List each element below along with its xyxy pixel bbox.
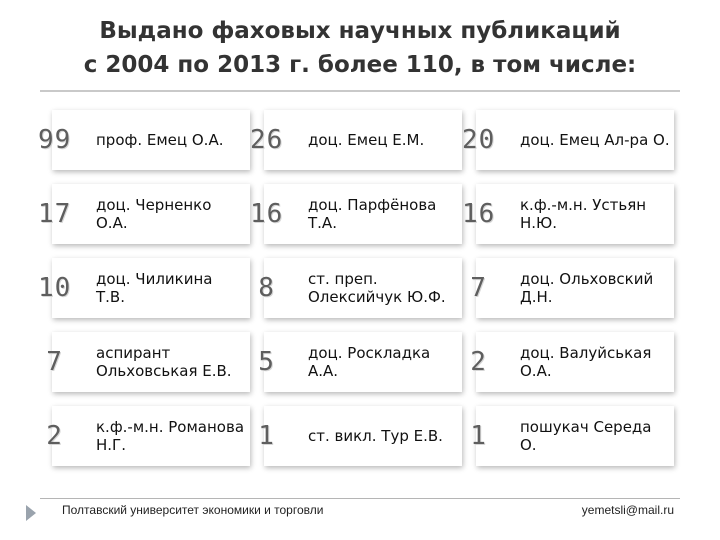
author-name: аспирант Ольховськая Е.В. <box>96 344 232 380</box>
title-line-1: Выдано фаховых научных публикаций <box>99 18 621 44</box>
author-name: ст. преп. Олексийчук Ю.Ф. <box>308 270 446 306</box>
slide-bullet-arrow-icon <box>26 505 36 521</box>
publication-count: 1 <box>258 421 275 451</box>
publication-cell <box>258 332 462 392</box>
publication-cell <box>37 258 250 318</box>
author-name: доц. Роскладка А.А. <box>308 344 431 380</box>
publication-count: 17 <box>37 199 72 229</box>
publication-cell <box>46 406 250 466</box>
publication-count: 5 <box>258 347 275 377</box>
author-name: доц. Парфёнова Т.А. <box>308 196 437 232</box>
publication-cell <box>470 406 674 466</box>
publication-cell <box>470 332 674 392</box>
publication-count: 2 <box>470 347 487 377</box>
publication-count: 20 <box>461 125 496 155</box>
publication-count: 16 <box>249 199 284 229</box>
author-name: доц. Ольховский Д.Н. <box>520 270 654 306</box>
title-line-2: с 2004 по 2013 г. более 110, в том числе: <box>83 52 637 78</box>
publication-count: 10 <box>37 273 72 303</box>
title-divider <box>40 90 680 92</box>
author-name: пошукач Середа О. <box>520 418 652 454</box>
author-name: доц. Емец Е.М. <box>308 131 425 149</box>
author-name: доц. Чиликина Т.В. <box>96 270 213 306</box>
author-name: ст. викл. Тур Е.В. <box>308 427 443 445</box>
author-name: доц. Емец Ал-ра О. <box>520 131 670 149</box>
publication-cell <box>470 258 674 318</box>
publication-cell <box>461 184 674 244</box>
publication-count: 26 <box>249 125 284 155</box>
publication-count: 2 <box>46 421 63 451</box>
publication-count: 7 <box>470 273 487 303</box>
publication-cell <box>46 332 250 392</box>
publication-count: 1 <box>470 421 487 451</box>
page-title <box>0 14 720 82</box>
publication-cell <box>461 110 674 170</box>
author-name: проф. Емец О.А. <box>96 131 224 149</box>
author-name: к.ф.-м.н. Устьян Н.Ю. <box>520 196 647 232</box>
publication-cell <box>249 110 462 170</box>
publication-count: 8 <box>258 273 275 303</box>
publication-cell <box>37 184 250 244</box>
publication-cell <box>258 406 462 466</box>
publication-count: 99 <box>37 125 72 155</box>
publication-cell <box>258 258 462 318</box>
author-name: к.ф.-м.н. Романова Н.Г. <box>96 418 245 454</box>
author-name: доц. Черненко О.А. <box>96 196 212 232</box>
publication-cell <box>249 184 462 244</box>
publication-cell <box>37 110 250 170</box>
footer-divider <box>40 498 680 499</box>
footer-university: Полтавский университет экономики и торговли <box>62 503 324 517</box>
footer-email: yemetsli@mail.ru <box>581 503 674 517</box>
publication-count: 16 <box>461 199 496 229</box>
publications-grid <box>37 110 674 466</box>
publication-count: 7 <box>46 347 63 377</box>
author-name: доц. Валуйськая О.А. <box>520 344 652 380</box>
